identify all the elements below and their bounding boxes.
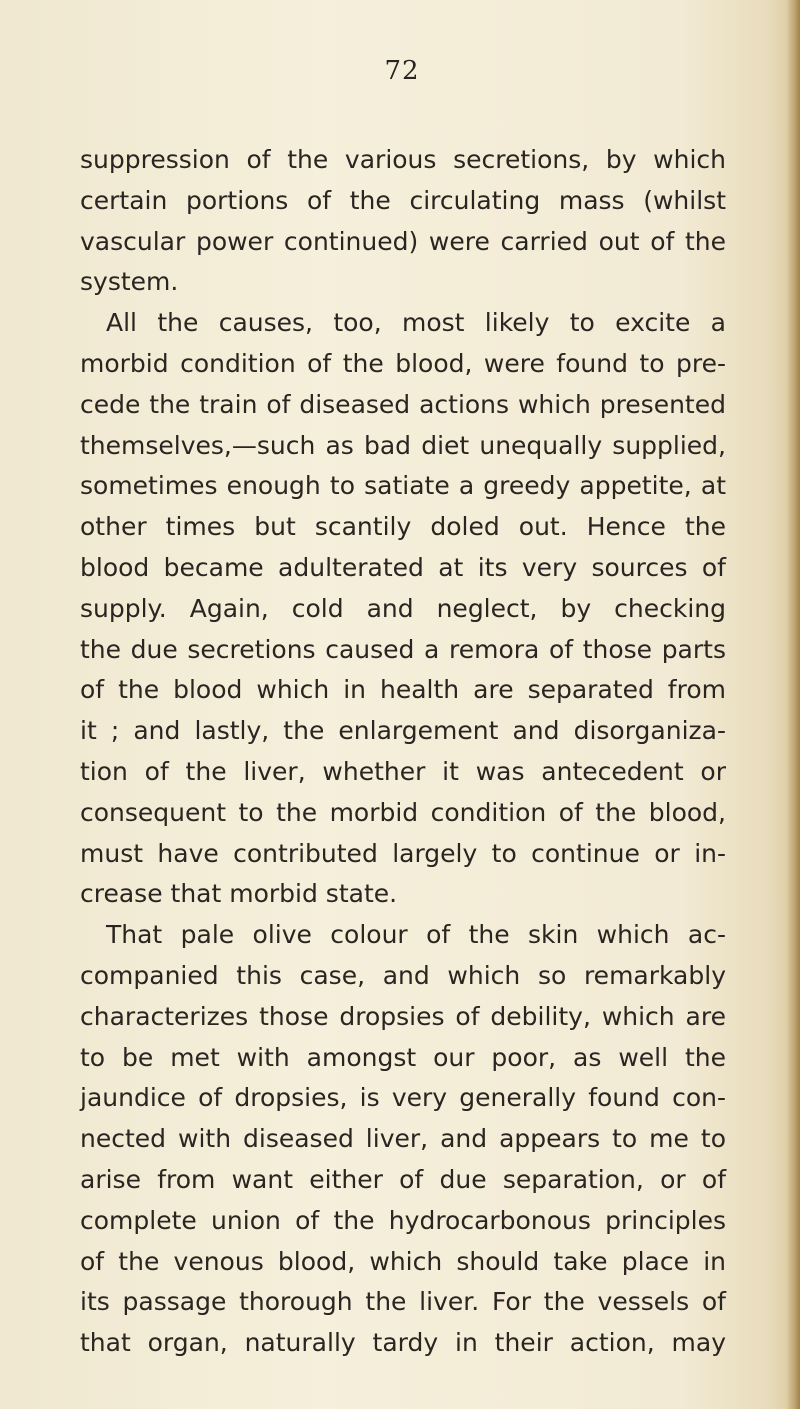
text-line: sometimes enough to satiate a greedy appetite, at [80,471,726,501]
text-line: That pale olive colour of the skin which ac- [106,920,726,950]
text-line: consequent to the morbid condition of the blood, [80,797,726,827]
text-line: must have contributed largely to continue or in- [80,838,726,868]
text-line: companied this case, and which so remarkably [80,960,726,990]
text-line: supply. Again, cold and neglect, by checking [80,593,726,623]
text-line: of the blood which in health are separated from [80,675,726,705]
page-number: 72 [384,56,420,86]
text-line: that organ, naturally tardy in their action, may [80,1328,726,1358]
body-text [80,140,726,1364]
text-line: vascular power continued) were carried out of the [80,226,726,256]
text-line: cede the train of diseased actions which presented [80,389,726,419]
text-line: certain portions of the circulating mass (whilst [80,185,726,215]
text-line: All the causes, too, most likely to excite a [106,308,726,338]
text-line: characterizes those dropsies of debility, which are [80,1001,726,1031]
text-line: its passage thorough the liver. For the vessels of [80,1287,726,1317]
text-line: crease that morbid state. [80,879,398,909]
page-edge-shadow [786,0,800,1409]
text-line: morbid condition of the blood, were found to pre- [80,348,726,378]
text-line: jaundice of dropsies, is very generally found con- [80,1083,726,1113]
text-line: it ; and lastly, the enlargement and disorganiza- [80,716,726,746]
text-line: the due secretions caused a remora of those parts [80,634,726,664]
text-line: of the venous blood, which should take place in [80,1246,726,1276]
text-line: suppression of the various secretions, by which [80,145,726,174]
text-line: other times but scantily doled out. Hence the [80,512,726,542]
text-line: themselves,—such as bad diet unequally supplied, [80,430,726,460]
text-line: tion of the liver, whether it was antecedent or [80,756,726,786]
text-line: blood became adulterated at its very sources of [80,552,726,582]
text-line: nected with diseased liver, and appears to me to [80,1124,726,1154]
text-line: arise from want either of due separation, or of [80,1164,726,1194]
text-line: complete union of the hydrocarbonous principles [80,1205,726,1235]
text-line: to be met with amongst our poor, as well the [80,1042,726,1072]
text-line: system. [80,267,179,297]
